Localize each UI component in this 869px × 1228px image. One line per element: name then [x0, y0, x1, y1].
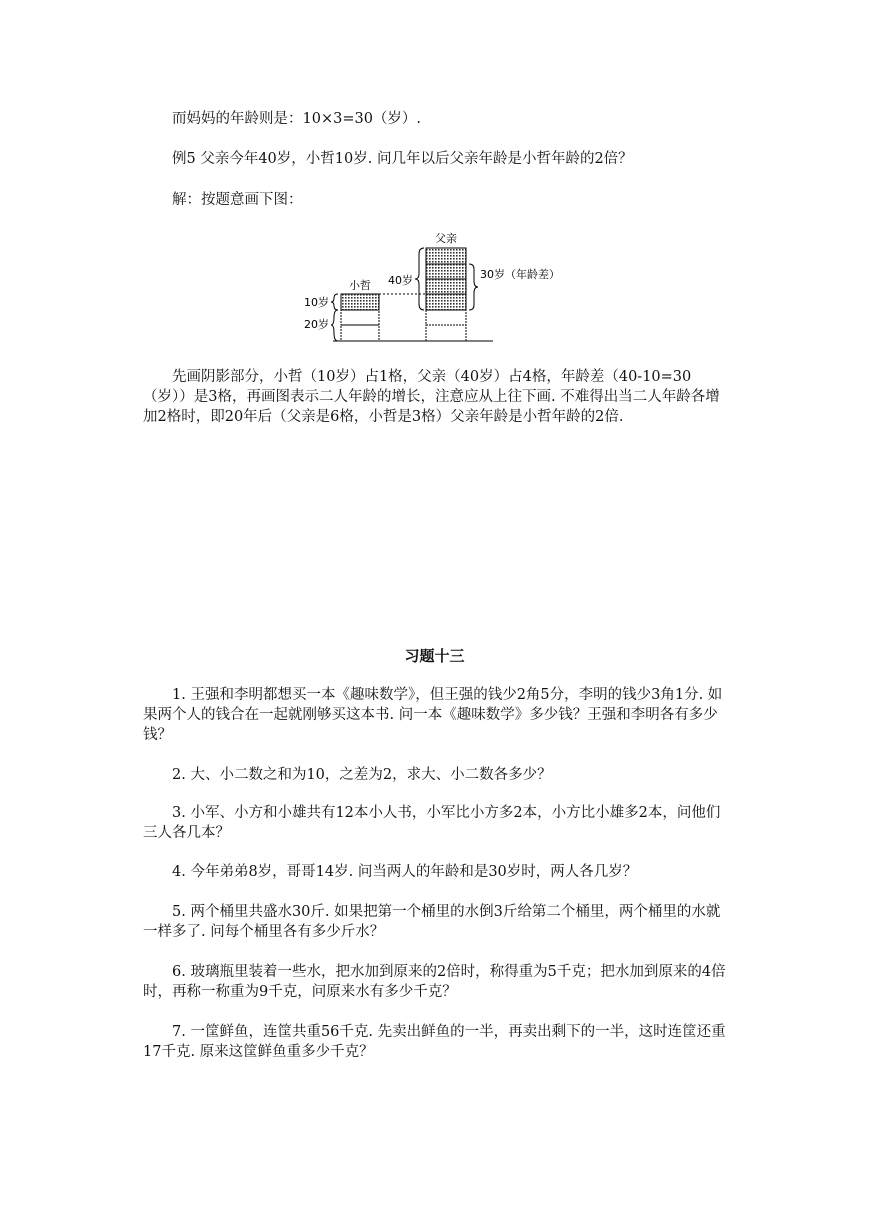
father-growth-cell — [426, 325, 466, 341]
label-30: 30岁（年龄差） — [480, 268, 560, 281]
label-10: 10岁 — [304, 296, 329, 309]
child-label: 小哲 — [349, 279, 371, 292]
explanation-paragraph: 先画阴影部分，小哲（10岁）占1格，父亲（40岁）占4格，年龄差（40-10=30（岁））是3格，再画图表示二人年龄的增长，注意应从上往下画. 不难得出当二人年龄各增加2格时，即20年后（父亲是6格，小哲是3格）父亲年龄是小哲年龄的2倍. — [143, 369, 720, 425]
brace-10 — [331, 294, 338, 310]
example-5-question: 例5 父亲今年40岁，小哲10岁. 问几年以后父亲年龄是小哲年龄的2倍？ — [172, 151, 633, 167]
brace-20 — [331, 310, 338, 341]
child-shaded-cell — [341, 294, 379, 310]
father-growth-cell — [426, 310, 466, 325]
label-40: 40岁 — [388, 274, 413, 287]
exercise-2: 2. 大、小二数之和为10，之差为2，求大、小二数各多少？ — [172, 767, 552, 783]
father-shaded-cell — [426, 294, 466, 310]
exercise-title: 习题十三 — [404, 647, 465, 665]
exercise-5: 5. 两个桶里共盛水30斤. 如果把第一个桶里的水倒3斤给第二个桶里，两个桶里的水就一样多了. 问每个桶里各有多少斤水？ — [143, 904, 721, 940]
intro-line-1: 而妈妈的年龄则是：10×3=30（岁）. — [172, 111, 422, 127]
father-shaded-cell — [426, 248, 466, 264]
father-shaded-cell — [426, 279, 466, 294]
exercise-3: 3. 小军、小方和小雄共有12本小人书，小军比小方多2本，小方比小雄多2本，问他们三人各几本？ — [143, 805, 721, 841]
brace-30 — [469, 264, 478, 310]
father-shaded-cell — [426, 264, 466, 279]
solution-intro: 解：按题意画下图： — [172, 192, 303, 208]
exercise-6: 6. 玻璃瓶里装着一些水，把水加到原来的2倍时，称得重为5千克；把水加到原来的4倍时，再称一称重为9千克，问原来水有多少千克？ — [143, 964, 726, 1000]
brace-40 — [415, 248, 424, 310]
exercise-7: 7. 一筐鲜鱼，连筐共重56千克. 先卖出鲜鱼的一半，再卖出剩下的一半，这时连筐还重17千克. 原来这筐鲜鱼重多少千克？ — [143, 1024, 726, 1060]
child-growth-cell — [341, 310, 379, 325]
father-label: 父亲 — [435, 232, 457, 245]
label-20: 20岁 — [304, 318, 329, 331]
exercise-4: 4. 今年弟弟8岁，哥哥14岁. 问当两人的年龄和是30岁时，两人各几岁？ — [172, 864, 638, 880]
child-growth-cell — [341, 325, 379, 341]
exercise-1: 1. 王强和李明都想买一本《趣味数学》，但王强的钱少2角5分，李明的钱少3角1分. 如果两个人的钱合在一起就刚够买这本书. 问一本《趣味数学》多少钱？王强和李明各有多少钱？ — [143, 687, 723, 743]
age-diagram — [0, 228, 869, 348]
